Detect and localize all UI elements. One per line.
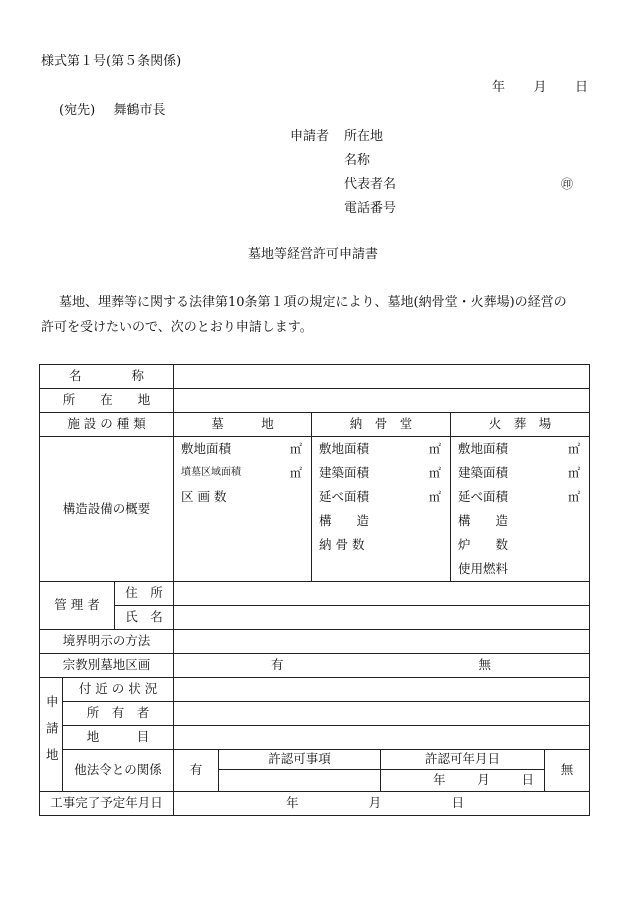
cemetery-grave-area: 墳墓区域面積 ㎡ [181, 466, 303, 480]
seal-mark: ㊞ [561, 177, 574, 191]
crematory-fuel: 使用燃料 [458, 560, 509, 576]
ossuary-site-area: 敷地面積 ㎡ [319, 440, 442, 456]
row-manager-name [40, 606, 590, 630]
name-field[interactable] [174, 365, 590, 389]
religious-yes[interactable]: 有 [174, 654, 381, 678]
manager-name-label: 氏 名 [115, 606, 174, 630]
addressee [59, 104, 165, 117]
crematory-construction: 構 造 [458, 512, 509, 528]
unit-square-meter: ㎡ [429, 490, 442, 504]
crematory-furnace-count: 炉 数 [458, 536, 509, 552]
permit-items-label: 許認可事項 [219, 750, 381, 770]
date-month: 月 [533, 80, 547, 95]
ossuary-building-area: 建築面積 ㎡ [319, 464, 442, 480]
unit-square-meter: ㎡ [429, 466, 442, 480]
date-line [492, 81, 588, 94]
other-laws-yes[interactable]: 有 [174, 750, 219, 792]
applicant-phone-label: 電話番号 [344, 201, 397, 216]
row-completion [40, 792, 590, 816]
unit-square-meter: ㎡ [290, 442, 303, 456]
row-location [40, 389, 590, 413]
facility-type-ossuary: 納 骨 堂 [312, 413, 451, 437]
row-facility-type [40, 413, 590, 437]
vicinity-label: 付 近 の 状 況 [63, 678, 174, 702]
boundary-label: 境界明示の方法 [40, 630, 174, 654]
applicant-location-label: 所在地 [344, 129, 384, 144]
permit-date-label: 許認可年月日 [381, 750, 545, 770]
row-structure [40, 437, 590, 582]
body-text-line-1: 墓地、埋葬等に関する法律第10条第１項の規定により、墓地(納骨堂・火葬場)の経営の [59, 295, 567, 310]
unit-square-meter: ㎡ [568, 490, 581, 504]
applicant-label: 申請者 [290, 129, 330, 144]
unit-square-meter: ㎡ [568, 442, 581, 456]
crematory-building-area: 建築面積 ㎡ [458, 464, 581, 480]
row-land-category [40, 726, 590, 750]
row-boundary [40, 630, 590, 654]
unit-square-meter: ㎡ [429, 442, 442, 456]
cemetery-plot-count: 区 画 数 [181, 488, 227, 504]
date-year: 年 [492, 80, 506, 95]
permit-date-field[interactable]: 年 月 日 [381, 770, 545, 792]
manager-label: 管 理 者 [40, 582, 115, 630]
form-number: 様式第１号(第５条関係) [41, 54, 182, 69]
ossuary-floor-area: 延べ面積 ㎡ [319, 488, 442, 504]
unit-square-meter: ㎡ [290, 466, 303, 480]
name-label-cell: 名 称 [40, 365, 174, 389]
facility-type-cemetery: 墓 地 [174, 413, 312, 437]
facility-type-crematory: 火 葬 場 [451, 413, 590, 437]
ossuary-structure-cell[interactable] [312, 437, 451, 582]
crematory-site-area: 敷地面積 ㎡ [458, 440, 581, 456]
date-day: 日 [574, 80, 588, 95]
location-label: 所 在 地 [40, 389, 174, 413]
manager-address-field[interactable] [174, 582, 590, 606]
cemetery-structure-cell[interactable] [174, 437, 312, 582]
owner-label: 所 有 者 [63, 702, 174, 726]
boundary-field[interactable] [174, 630, 590, 654]
body-text-line-2: 許可を受けたいので、次のとおり申請します。 [41, 320, 313, 335]
ossuary-construction: 構 造 [319, 512, 370, 528]
other-laws-label: 他法令との関係 [63, 750, 174, 792]
ossuary-capacity: 納 骨 数 [319, 536, 365, 552]
application-table [39, 364, 590, 816]
location-field[interactable] [174, 389, 590, 413]
crematory-structure-cell[interactable] [451, 437, 590, 582]
row-vicinity [40, 678, 590, 702]
completion-label: 工事完了予定年月日 [40, 792, 174, 816]
vicinity-field[interactable] [174, 678, 590, 702]
unit-square-meter: ㎡ [568, 466, 581, 480]
row-other-laws-1 [40, 750, 590, 770]
row-manager-address [40, 582, 590, 606]
document-title: 墓地等経営許可申請書 [248, 247, 379, 262]
crematory-floor-area: 延べ面積 ㎡ [458, 488, 581, 504]
row-owner [40, 702, 590, 726]
structure-label: 構造設備の概要 [40, 437, 174, 582]
manager-address-label: 住 所 [115, 582, 174, 606]
addressee-name: 舞鶴市長 [113, 103, 166, 118]
permit-items-field[interactable] [219, 770, 381, 792]
owner-field[interactable] [174, 702, 590, 726]
row-religious [40, 654, 590, 678]
addressee-prefix: (宛先) [59, 103, 96, 118]
application-land-label: 申請地 [40, 678, 63, 792]
land-category-field[interactable] [174, 726, 590, 750]
applicant-representative-label: 代表者名 [344, 177, 397, 192]
completion-date-field[interactable]: 年 月 日 [174, 792, 590, 816]
other-laws-no[interactable]: 無 [545, 750, 590, 792]
cemetery-site-area: 敷地面積 ㎡ [181, 440, 303, 456]
row-name [40, 365, 590, 389]
religious-label: 宗教別墓地区画 [40, 654, 174, 678]
land-category-label: 地 目 [63, 726, 174, 750]
religious-no[interactable]: 無 [381, 654, 590, 678]
manager-name-field[interactable] [174, 606, 590, 630]
facility-type-label: 施 設 の 種 類 [40, 413, 174, 437]
applicant-name-label: 名称 [344, 153, 371, 168]
